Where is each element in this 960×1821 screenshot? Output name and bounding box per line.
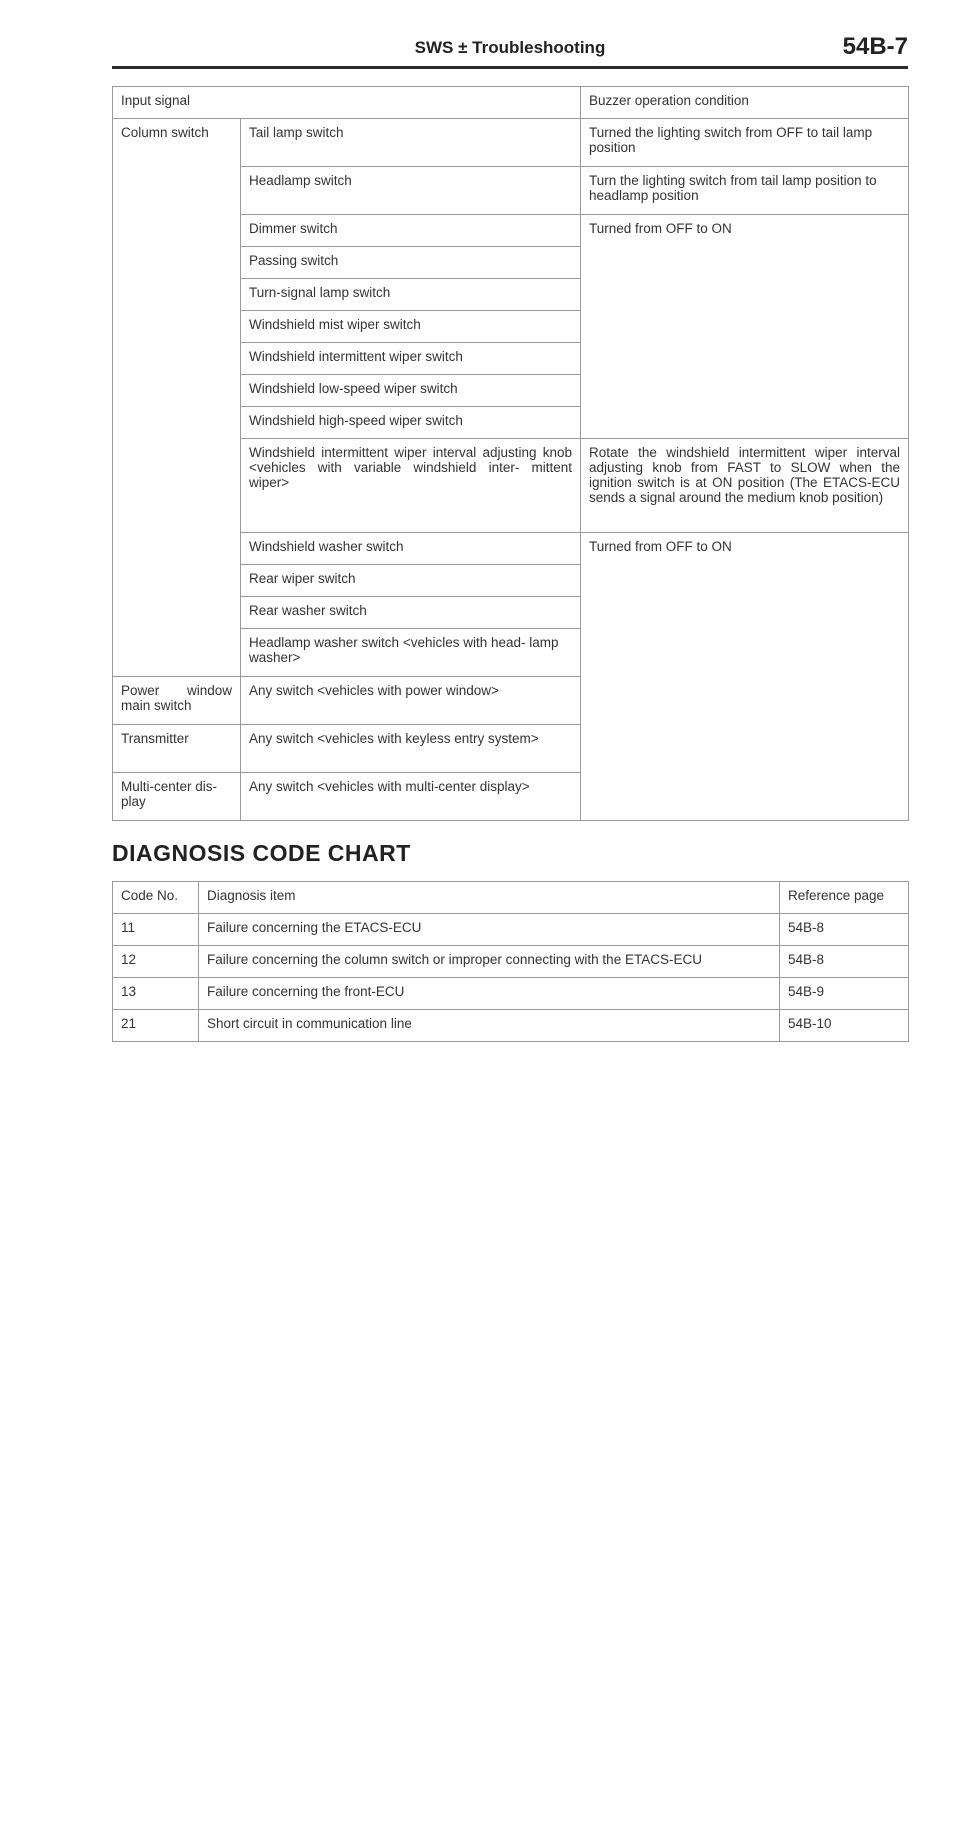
table-header-row bbox=[113, 87, 909, 119]
table-row bbox=[113, 946, 909, 978]
switch-cell: Windshield washer switch bbox=[241, 533, 581, 565]
diagnosis-cell: Failure concerning the front-ECU bbox=[199, 978, 780, 1010]
header-reference-page: Reference page bbox=[780, 882, 909, 914]
header-code-no: Code No. bbox=[113, 882, 199, 914]
reference-cell: 54B-9 bbox=[780, 978, 909, 1010]
switch-cell: Windshield intermittent wiper switch bbox=[241, 343, 581, 375]
switch-cell: Rear wiper switch bbox=[241, 565, 581, 597]
table-row bbox=[113, 1010, 909, 1042]
condition-cell: Turned from OFF to ON bbox=[581, 215, 909, 439]
group-column-switch: Column switch bbox=[113, 119, 241, 677]
switch-cell: Headlamp switch bbox=[241, 167, 581, 215]
section-title: DIAGNOSIS CODE CHART bbox=[112, 840, 411, 866]
switch-cell: Windshield high-speed wiper switch bbox=[241, 407, 581, 439]
code-cell: 12 bbox=[113, 946, 199, 978]
header-input-signal: Input signal bbox=[113, 87, 581, 119]
switch-cell: Passing switch bbox=[241, 247, 581, 279]
code-cell: 21 bbox=[113, 1010, 199, 1042]
reference-cell: 54B-10 bbox=[780, 1010, 909, 1042]
diagnosis-code-table bbox=[112, 881, 909, 1042]
header-buzzer-condition: Buzzer operation condition bbox=[581, 87, 909, 119]
table-row bbox=[113, 119, 909, 167]
condition-cell: Turned from OFF to ON bbox=[581, 533, 909, 821]
diagnosis-cell: Failure concerning the column switch or improper connecting with the ETACS-ECU bbox=[199, 946, 780, 978]
header-diagnosis-item: Diagnosis item bbox=[199, 882, 780, 914]
switch-cell: Headlamp washer switch <vehicles with head- lamp washer> bbox=[241, 629, 581, 677]
code-cell: 13 bbox=[113, 978, 199, 1010]
page-title: SWS ± Troubleshooting bbox=[414, 38, 606, 57]
switch-cell: Any switch <vehicles with keyless entry system> bbox=[241, 725, 581, 773]
reference-cell: 54B-8 bbox=[780, 946, 909, 978]
switch-cell: Dimmer switch bbox=[241, 215, 581, 247]
page-number: 54B-7 bbox=[842, 33, 908, 60]
table-row bbox=[113, 978, 909, 1010]
code-cell: 11 bbox=[113, 914, 199, 946]
switch-cell: Windshield low-speed wiper switch bbox=[241, 375, 581, 407]
diagnosis-cell: Short circuit in communication line bbox=[199, 1010, 780, 1042]
reference-cell: 54B-8 bbox=[780, 914, 909, 946]
group-multi-center-display: Multi-center dis- play bbox=[113, 773, 241, 821]
switch-cell: Rear washer switch bbox=[241, 597, 581, 629]
switch-cell: Any switch <vehicles with multi-center display> bbox=[241, 773, 581, 821]
group-power-window: Power window main switch bbox=[113, 677, 241, 725]
switch-cell: Tail lamp switch bbox=[241, 119, 581, 167]
switch-cell: Windshield mist wiper switch bbox=[241, 311, 581, 343]
switch-cell: Windshield intermittent wiper interval adjusting knob <vehicles with variable windshield inter- mittent wiper> bbox=[241, 439, 581, 533]
table-header-row bbox=[113, 882, 909, 914]
group-transmitter: Transmitter bbox=[113, 725, 241, 773]
switch-cell: Any switch <vehicles with power window> bbox=[241, 677, 581, 725]
condition-cell: Turn the lighting switch from tail lamp position to headlamp position bbox=[581, 167, 909, 215]
page-header bbox=[112, 32, 908, 69]
condition-cell: Turned the lighting switch from OFF to tail lamp position bbox=[581, 119, 909, 167]
diagnosis-cell: Failure concerning the ETACS-ECU bbox=[199, 914, 780, 946]
table-row bbox=[113, 914, 909, 946]
condition-cell: Rotate the windshield intermittent wiper interval adjusting knob from FAST to SLOW when the ignition switch is at ON position (The ETACS-ECU sends a signal around the medium knob position) bbox=[581, 439, 909, 533]
switch-cell: Turn-signal lamp switch bbox=[241, 279, 581, 311]
buzzer-condition-table bbox=[112, 86, 909, 821]
